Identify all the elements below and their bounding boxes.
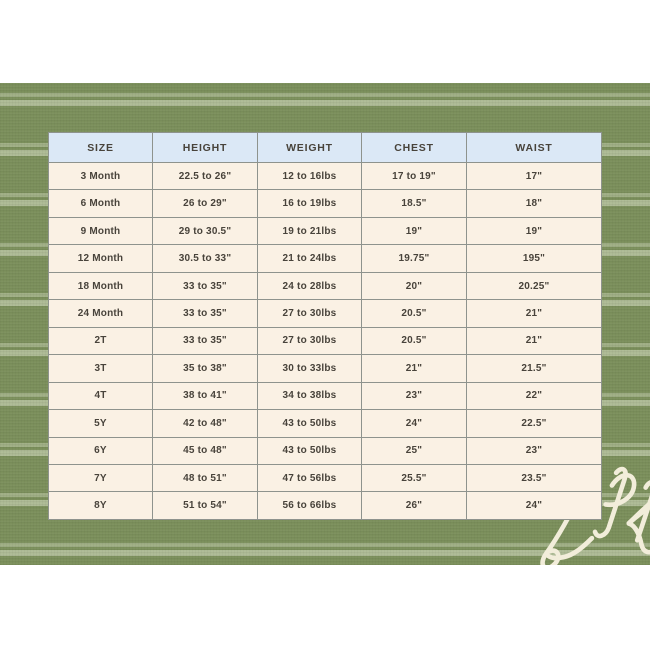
table-cell: 35 to 38": [153, 355, 258, 382]
table-cell: 4T: [49, 382, 153, 409]
table-cell: 6 Month: [49, 190, 153, 217]
table-row: [49, 382, 602, 409]
table-cell: 33 to 35": [153, 327, 258, 354]
header-row: [49, 133, 602, 163]
table-row: [49, 437, 602, 464]
monogram-letter-k-leg: [629, 507, 650, 553]
table-cell: 12 to 16lbs: [258, 163, 362, 190]
column-header-weight: WEIGHT: [258, 133, 362, 163]
table-cell: 2T: [49, 327, 153, 354]
table-cell: 16 to 19lbs: [258, 190, 362, 217]
table-row: [49, 272, 602, 299]
table-cell: 21": [362, 355, 467, 382]
table-row: [49, 492, 602, 520]
table-cell: 20.5": [362, 327, 467, 354]
table-cell: 22": [467, 382, 602, 409]
table-cell: 30 to 33lbs: [258, 355, 362, 382]
table-cell: 22.5 to 26": [153, 163, 258, 190]
table-cell: 18": [467, 190, 602, 217]
table-cell: 24": [467, 492, 602, 520]
table-row: [49, 163, 602, 190]
table-cell: 19 to 21lbs: [258, 217, 362, 244]
size-chart-table: [48, 132, 602, 520]
table-cell: 3T: [49, 355, 153, 382]
table-cell: 17 to 19": [362, 163, 467, 190]
table-cell: 18.5": [362, 190, 467, 217]
table-row: [49, 217, 602, 244]
table-cell: 26": [362, 492, 467, 520]
table-cell: 33 to 35": [153, 272, 258, 299]
table-body: [49, 163, 602, 520]
table-cell: 45 to 48": [153, 437, 258, 464]
table-cell: 20": [362, 272, 467, 299]
table-cell: 21": [467, 300, 602, 327]
table-row: [49, 355, 602, 382]
table-cell: 25": [362, 437, 467, 464]
table-cell: 24": [362, 410, 467, 437]
table-cell: 20.5": [362, 300, 467, 327]
table-cell: 6Y: [49, 437, 153, 464]
table-header: [49, 133, 602, 163]
table-row: [49, 190, 602, 217]
table-cell: 23": [467, 437, 602, 464]
table-cell: 27 to 30lbs: [258, 300, 362, 327]
table-cell: 21 to 24lbs: [258, 245, 362, 272]
table-cell: 48 to 51": [153, 464, 258, 491]
table-cell: 5Y: [49, 410, 153, 437]
table-cell: 17": [467, 163, 602, 190]
table-cell: 42 to 48": [153, 410, 258, 437]
table-cell: 38 to 41": [153, 382, 258, 409]
monogram-letter-k-arm: [629, 495, 650, 523]
table-cell: 21.5": [467, 355, 602, 382]
table-row: [49, 410, 602, 437]
table-cell: 43 to 50lbs: [258, 410, 362, 437]
column-header-waist: WAIST: [467, 133, 602, 163]
table-cell: 7Y: [49, 464, 153, 491]
column-header-size: SIZE: [49, 133, 153, 163]
monogram-letter-k-stem: [637, 482, 650, 540]
table-cell: 23.5": [467, 464, 602, 491]
table-cell: 9 Month: [49, 217, 153, 244]
table-cell: 47 to 56lbs: [258, 464, 362, 491]
table-row: [49, 464, 602, 491]
table-cell: 25.5": [362, 464, 467, 491]
table-cell: 29 to 30.5": [153, 217, 258, 244]
table-cell: 51 to 54": [153, 492, 258, 520]
table-cell: 22.5": [467, 410, 602, 437]
table-cell: 27 to 30lbs: [258, 327, 362, 354]
table-cell: 8Y: [49, 492, 153, 520]
table-cell: 24 to 28lbs: [258, 272, 362, 299]
table-cell: 43 to 50lbs: [258, 437, 362, 464]
table-cell: 33 to 35": [153, 300, 258, 327]
column-header-height: HEIGHT: [153, 133, 258, 163]
table-row: [49, 327, 602, 354]
size-chart-table-container: [48, 132, 601, 520]
table-cell: 195": [467, 245, 602, 272]
table-cell: 19": [467, 217, 602, 244]
table-cell: 23": [362, 382, 467, 409]
table-cell: 18 Month: [49, 272, 153, 299]
table-cell: 34 to 38lbs: [258, 382, 362, 409]
column-header-chest: CHEST: [362, 133, 467, 163]
monogram-letter-p-bowl: [606, 475, 635, 505]
table-cell: 20.25": [467, 272, 602, 299]
table-row: [49, 300, 602, 327]
table-cell: 19.75": [362, 245, 467, 272]
table-cell: 19": [362, 217, 467, 244]
table-cell: 21": [467, 327, 602, 354]
table-cell: 26 to 29": [153, 190, 258, 217]
table-cell: 3 Month: [49, 163, 153, 190]
table-cell: 30.5 to 33": [153, 245, 258, 272]
table-row: [49, 245, 602, 272]
table-cell: 56 to 66lbs: [258, 492, 362, 520]
table-cell: 24 Month: [49, 300, 153, 327]
table-cell: 12 Month: [49, 245, 153, 272]
